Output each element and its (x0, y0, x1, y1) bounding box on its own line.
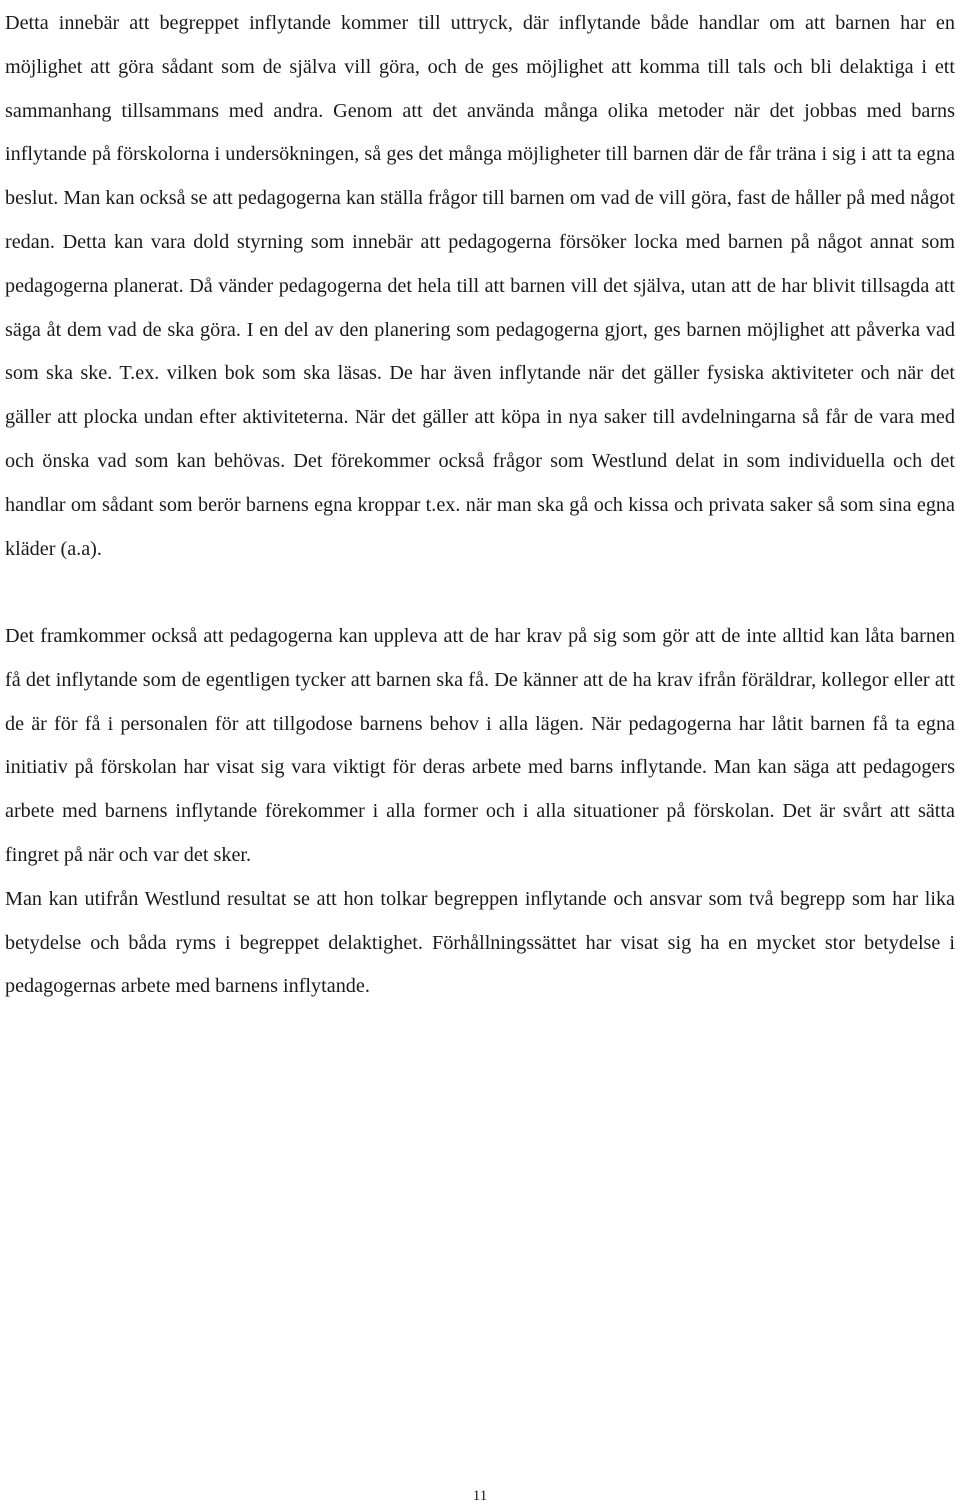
page-number: 11 (472, 1488, 488, 1504)
paragraph-3: Man kan utifrån Westlund resultat se att hon tolkar begreppen inflytande och ansvar som två begrepp som har lika betydelse och båda ryms i begreppet delaktighet. Förhållningssättet har visat sig ha en mycket stor betydelse i pedagogernas arbete med barnens inflytande. (5, 887, 955, 998)
paragraph-2: Det framkommer också att pedagogerna kan uppleva att de har krav på sig som gör att de inte alltid kan låta barnen få det inflytande som de egentligen tycker att barnen ska få. De känner att de ha krav ifrån föräldrar, kollegor eller att de är för få i personalen för att tillgodose barnens behov i alla lägen. När pedagogerna har låtit barnen få ta egna initiativ på förskolan har visat sig vara viktigt för deras arbete med barns inflytande. Man kan säga att pedagogers arbete med barnens inflytande förekommer i alla former och i alla situationer på förskolan. Det är svårt att sätta fingret på när och var det sker. (5, 624, 955, 866)
document-body (5, 0, 955, 1009)
paragraph-1: Detta innebär att begreppet inflytande kommer till uttryck, där inflytande både handlar om att barnen har en möjlighet att göra sådant som de själva vill göra, och de ges möjlighet att komma till tals och bli delaktiga i ett sammanhang tillsammans med andra. Genom att det använda många olika metoder när det jobbas med barns inflytande på förskolorna i undersökningen, så ges det många möjligheter till barnen där de får träna i sig i att ta egna beslut. Man kan också se att pedagogerna kan ställa frågor till barnen om vad de vill göra, fast de håller på med något redan. Detta kan vara dold styrning som innebär att pedagogerna försöker locka med barnen på något annat som pedagogerna planerat. Då vänder pedagogerna det hela till att barnen vill det själva, utan att de har blivit tillsagda att säga åt dem vad de ska göra. I en del av den planering som pedagogerna gjort, ges barnen möjlighet att påverka vad som ska ske. T.ex. vilken bok som ska läsas. De har även inflytande när det gäller fysiska aktiviteter och när det gäller att plocka undan efter aktiviteterna. När det gäller att köpa in nya saker till avdelningarna så får de vara med och önska vad som kan behövas. Det förekommer också frågor som Westlund delat in som individuella och det handlar om sådant som berör barnens egna kroppar t.ex. när man ska gå och kissa och privata saker så som sina egna kläder (a.a). (5, 12, 955, 560)
